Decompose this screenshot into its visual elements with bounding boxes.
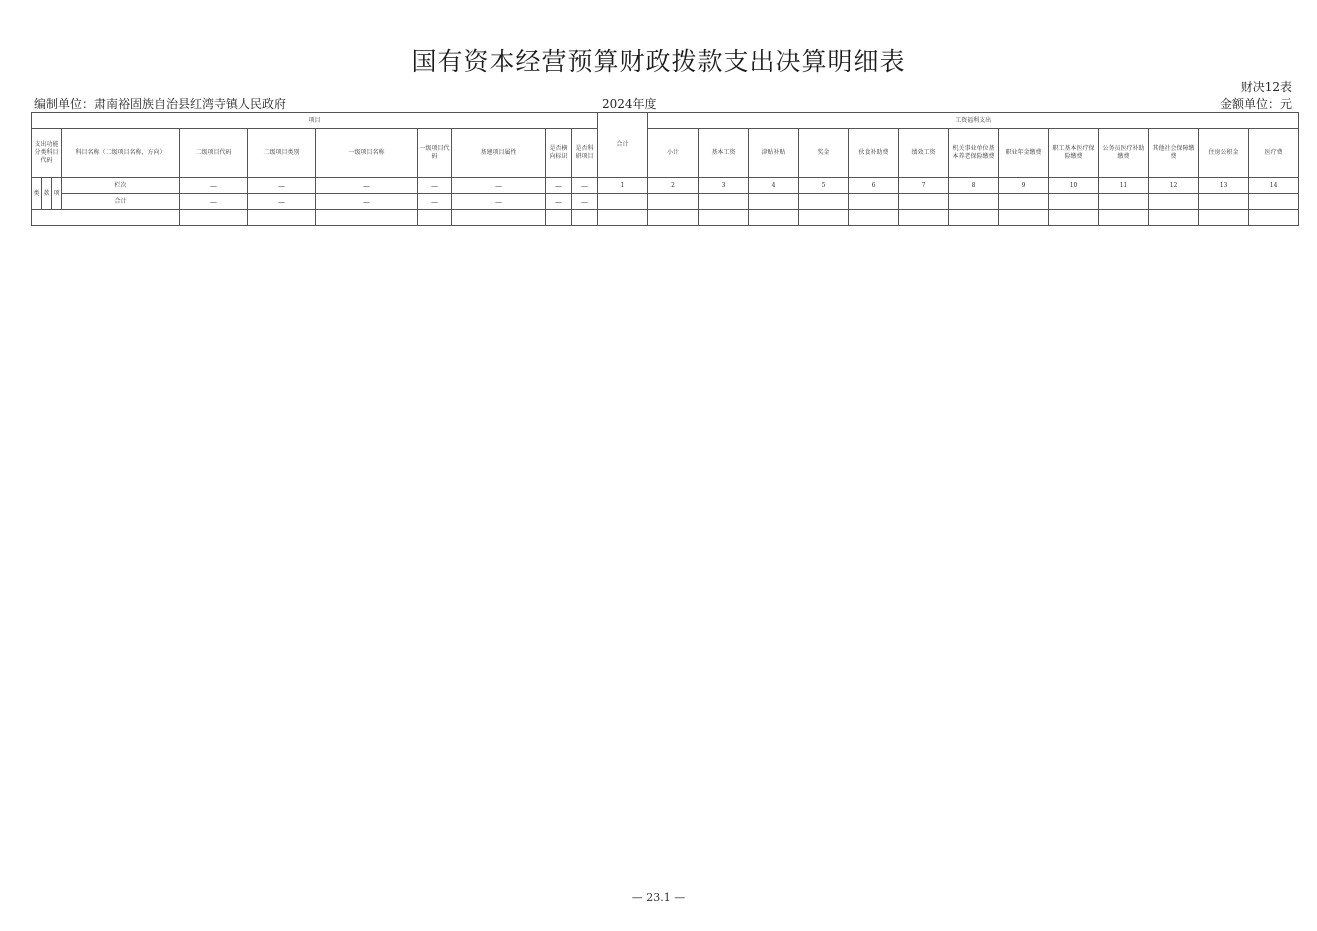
seq-number: 6 — [849, 178, 899, 194]
seq-number: 4 — [749, 178, 799, 194]
seq-number: 2 — [648, 178, 699, 194]
col-header-civil-servant-medical: 公务员医疗补助缴费 — [1099, 129, 1149, 178]
col-header-basic-salary: 基本工资 — [699, 129, 749, 178]
report-meta-line — [34, 95, 1292, 111]
seq-number: 11 — [1099, 178, 1149, 194]
table-cell: — — [572, 178, 598, 194]
seq-number: 3 — [699, 178, 749, 194]
table-cell — [1099, 210, 1149, 226]
col-header-func-code: 支出功能分类科目代码 — [32, 129, 62, 178]
seq-number: 1 — [598, 178, 648, 194]
table-cell: — — [180, 178, 248, 194]
table-cell — [418, 210, 452, 226]
col-header-pension-insurance: 机关事业单位基本养老保险缴费 — [949, 129, 999, 178]
table-cell: — — [418, 194, 452, 210]
col-header-l1-code: 一级项目代码 — [418, 129, 452, 178]
table-cell — [598, 194, 648, 210]
table-cell — [1149, 194, 1199, 210]
table-cell — [648, 210, 699, 226]
table-cell — [749, 194, 799, 210]
col-header-cross: 是否横向标识 — [546, 129, 572, 178]
table-cell — [32, 210, 180, 226]
table-cell — [949, 194, 999, 210]
seq-number: 14 — [1249, 178, 1299, 194]
table-cell — [452, 210, 546, 226]
preparing-unit: 编制单位：肃南裕固族自治县红湾寺镇人民政府 — [34, 97, 287, 111]
page-number: — 23.1 — — [631, 891, 686, 904]
table-cell — [749, 210, 799, 226]
seq-number: 5 — [799, 178, 849, 194]
table-cell — [1099, 194, 1149, 210]
col-header-occupational-annuity: 职业年金缴费 — [999, 129, 1049, 178]
seq-number: 13 — [1199, 178, 1249, 194]
table-cell — [648, 194, 699, 210]
col-header-medical-expense: 医疗费 — [1249, 129, 1299, 178]
table-cell — [899, 194, 949, 210]
table-row-total — [32, 194, 1299, 210]
table-row-empty — [32, 210, 1299, 226]
col-header-housing-fund: 住房公积金 — [1199, 129, 1249, 178]
group-header-project: 项目 — [32, 113, 598, 129]
table-cell — [1199, 210, 1249, 226]
table-cell — [699, 194, 749, 210]
table-cell — [999, 210, 1049, 226]
budget-detail-table — [31, 112, 1299, 226]
seq-number: 12 — [1149, 178, 1199, 194]
table-cell — [799, 194, 849, 210]
seq-number: 8 — [949, 178, 999, 194]
seq-number: 10 — [1049, 178, 1099, 194]
table-cell: — — [546, 178, 572, 194]
table-cell — [248, 210, 316, 226]
row-label-total: 合计 — [62, 194, 180, 210]
code-part-category: 类 — [32, 178, 42, 210]
col-header-l2-type: 二级项目类别 — [248, 129, 316, 178]
code-part-item: 项 — [52, 178, 62, 210]
table-cell — [699, 210, 749, 226]
col-header-infra: 基建项目属性 — [452, 129, 546, 178]
group-header-salary: 工资福利支出 — [648, 113, 1299, 129]
table-cell — [1249, 194, 1299, 210]
table-cell: — — [248, 178, 316, 194]
code-part-section: 款 — [42, 178, 52, 210]
col-header-subject-name: 科目名称（二级项目名称，方向） — [62, 129, 180, 178]
table-cell — [180, 210, 248, 226]
table-cell — [316, 210, 418, 226]
table-cell: — — [180, 194, 248, 210]
table-cell — [1049, 194, 1099, 210]
col-header-subtotal: 小计 — [648, 129, 699, 178]
seq-number: 9 — [999, 178, 1049, 194]
table-cell: — — [316, 178, 418, 194]
seq-number: 7 — [899, 178, 949, 194]
col-header-performance-pay: 绩效工资 — [899, 129, 949, 178]
table-row-sequence — [32, 178, 1299, 194]
table-cell: — — [452, 178, 546, 194]
table-cell — [899, 210, 949, 226]
table-cell: — — [316, 194, 418, 210]
col-header-l2-code: 二级项目代码 — [180, 129, 248, 178]
table-cell — [598, 210, 648, 226]
table-cell: — — [546, 194, 572, 210]
table-cell: — — [248, 194, 316, 210]
table-cell — [572, 210, 598, 226]
col-header-total: 合计 — [598, 113, 648, 178]
col-header-other-social-security: 其他社会保障缴费 — [1149, 129, 1199, 178]
col-header-allowance: 津贴补贴 — [749, 129, 799, 178]
currency-unit: 金额单位：元 — [1219, 97, 1292, 111]
table-cell — [799, 210, 849, 226]
col-header-medical-insurance: 职工基本医疗保险缴费 — [1049, 129, 1099, 178]
table-cell: — — [572, 194, 598, 210]
form-number: 财决12表 — [1240, 80, 1292, 94]
table-cell — [1149, 210, 1199, 226]
table-cell — [849, 210, 899, 226]
report-title: 国有资本经营预算财政拨款支出决算明细表 — [411, 47, 906, 76]
col-header-l1-name: 一级项目名称 — [316, 129, 418, 178]
table-cell — [546, 210, 572, 226]
header-group-row — [32, 113, 1299, 129]
table-cell — [999, 194, 1049, 210]
table-cell — [949, 210, 999, 226]
table-cell — [1249, 210, 1299, 226]
fiscal-year: 2024年度 — [602, 97, 657, 111]
header-row — [32, 129, 1299, 178]
table-cell — [849, 194, 899, 210]
table-cell: — — [418, 178, 452, 194]
table-cell — [1199, 194, 1249, 210]
row-label-sequence: 栏次 — [62, 178, 180, 194]
col-header-meal-subsidy: 伙食补助费 — [849, 129, 899, 178]
col-header-bonus: 奖金 — [799, 129, 849, 178]
table-cell — [1049, 210, 1099, 226]
col-header-research: 是否科研项目 — [572, 129, 598, 178]
table-cell: — — [452, 194, 546, 210]
